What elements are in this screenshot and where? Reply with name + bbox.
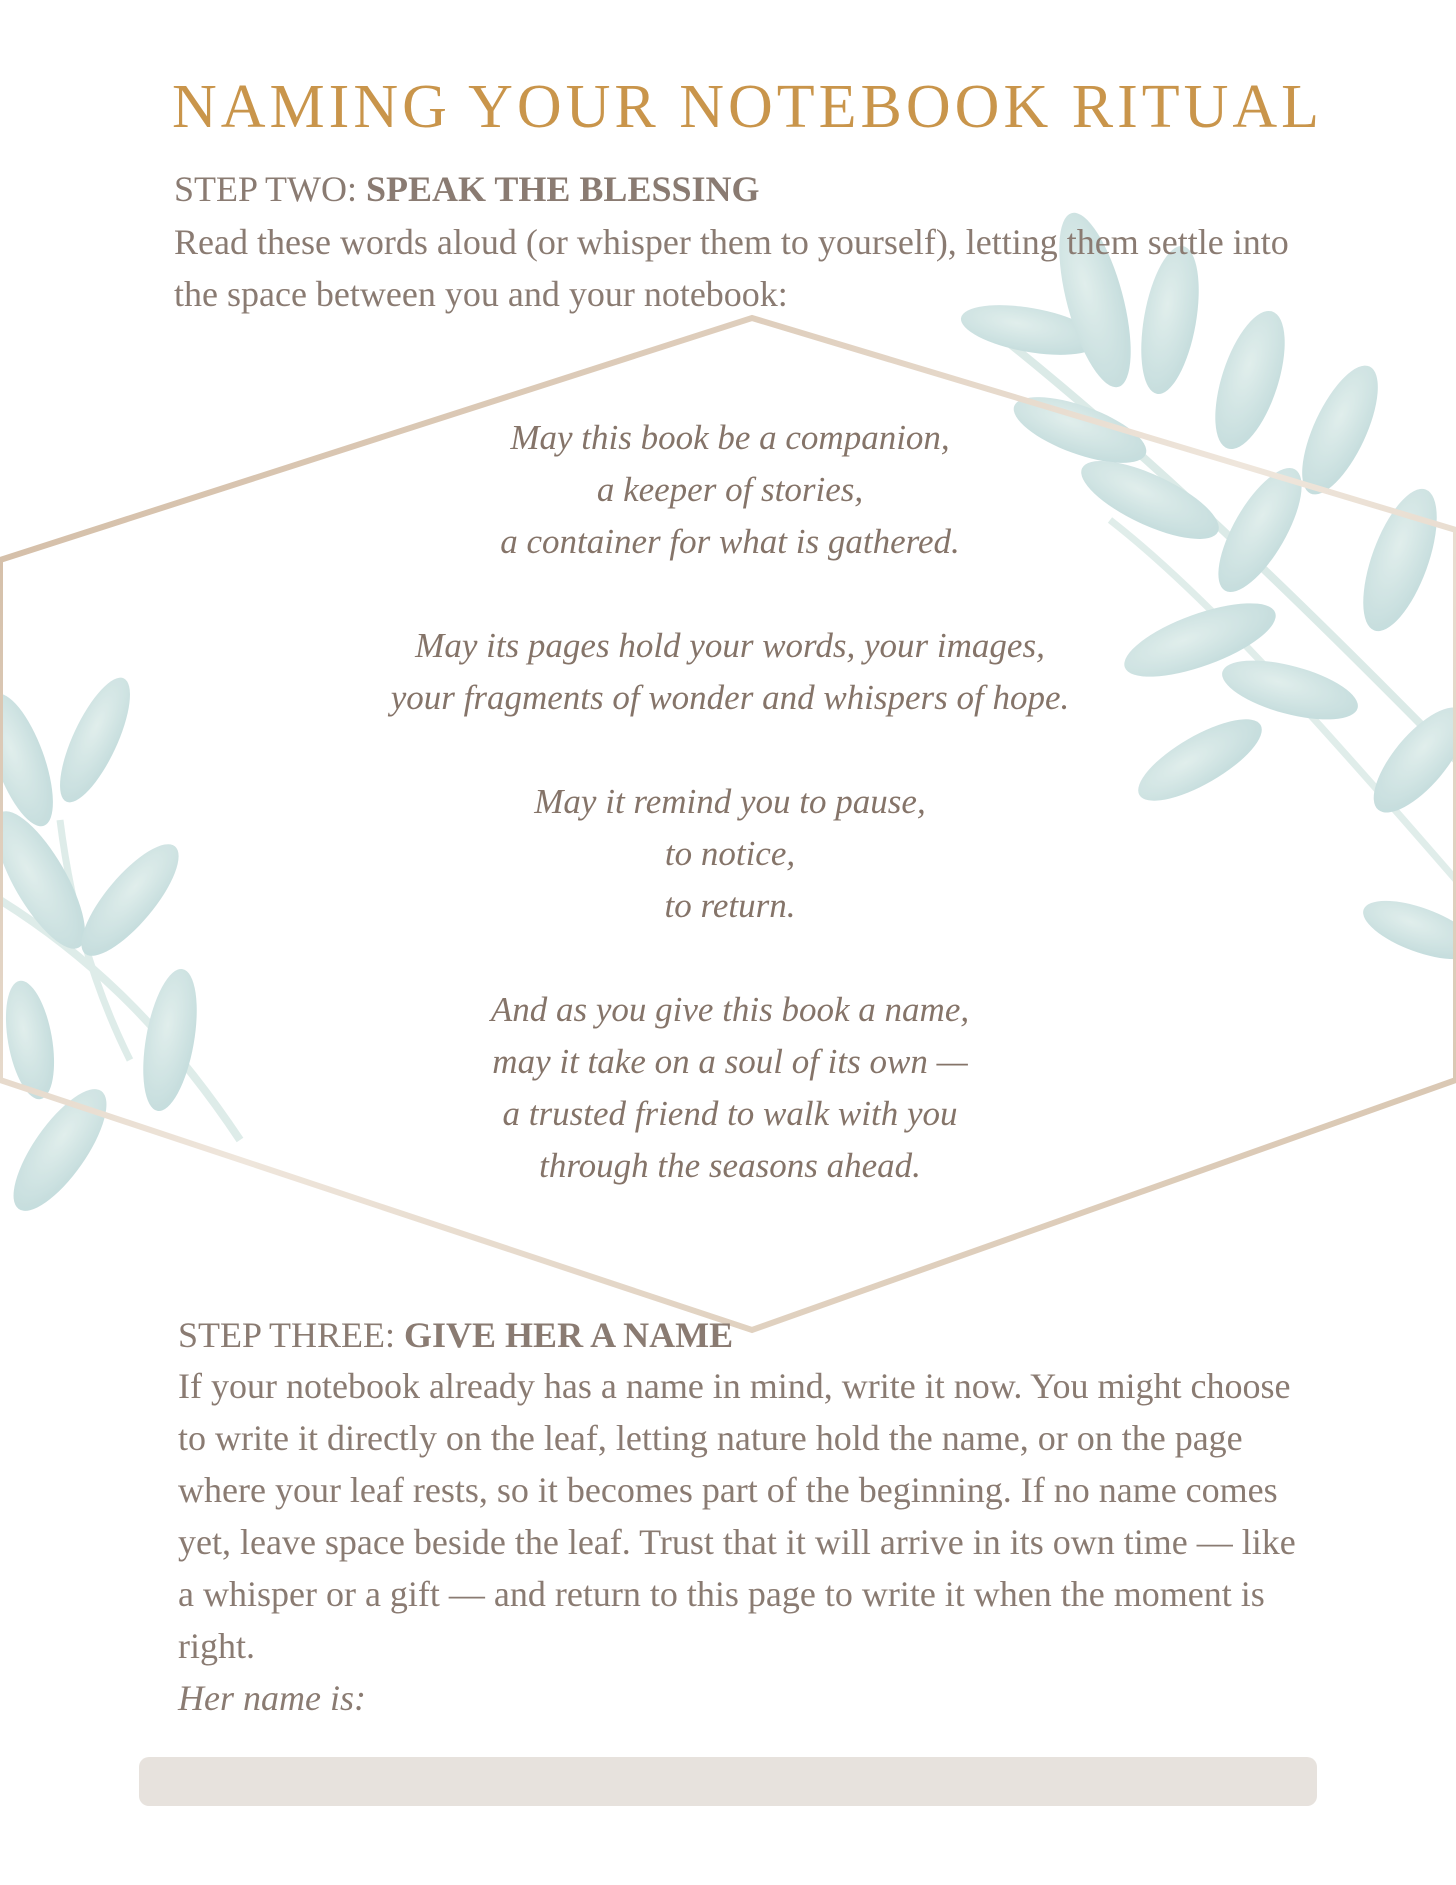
step-two-prefix: STEP TWO:: [174, 169, 367, 209]
blessing-line: your fragments of wonder and whispers of hope.: [390, 678, 1070, 717]
blessing-line: through the seasons ahead.: [539, 1146, 921, 1185]
blessing-line: may it take on a soul of its own —: [492, 1042, 968, 1081]
leaf-branch-left-icon: [0, 669, 240, 1224]
blessing-line: And as you give this book a name,: [490, 990, 970, 1029]
blessing-stanza-4: [300, 984, 1160, 1192]
blessing-text: [300, 412, 1160, 1192]
page-title: NAMING YOUR NOTEBOOK RITUAL: [172, 73, 1324, 141]
blessing-line: a trusted friend to walk with you: [502, 1094, 958, 1133]
blessing-stanza-1: [300, 412, 1160, 568]
step-three-prefix: STEP THREE:: [178, 1315, 405, 1355]
blessing-line: a keeper of stories,: [596, 470, 864, 509]
step-two-body: Read these words aloud (or whisper them to yourself), letting them settle into the space between you and your notebook:: [174, 222, 1289, 314]
blessing-line: to notice,: [664, 834, 796, 873]
blessing-line: May this book be a companion,: [510, 418, 950, 457]
blessing-line: May it remind you to pause,: [534, 782, 926, 821]
blessing-line: a container for what is gathered.: [500, 522, 960, 561]
step-two-heading: [174, 166, 760, 212]
blessing-line: May its pages hold your words, your images,: [415, 626, 1045, 665]
name-label: Her name is:: [178, 1678, 366, 1718]
blessing-line: to return.: [664, 886, 796, 925]
blessing-stanza-2: [300, 620, 1160, 724]
step-three-body: If your notebook already has a name in mind, write it now. You might choose to write it directly on the leaf, letting nature hold the name, or on the page where your leaf rests, so it becomes part of the beginning. If no name comes yet, leave space beside the leaf. Trust that it will arrive in its own time — like a whisper or a gift — and return to this page to write it when the moment is right.: [178, 1366, 1296, 1666]
name-input-field[interactable]: [139, 1757, 1317, 1806]
blessing-stanza-3: [300, 776, 1160, 932]
step-two-title: SPEAK THE BLESSING: [366, 169, 760, 209]
step-three-title: GIVE HER A NAME: [404, 1315, 734, 1355]
step-three-heading: [178, 1312, 733, 1358]
